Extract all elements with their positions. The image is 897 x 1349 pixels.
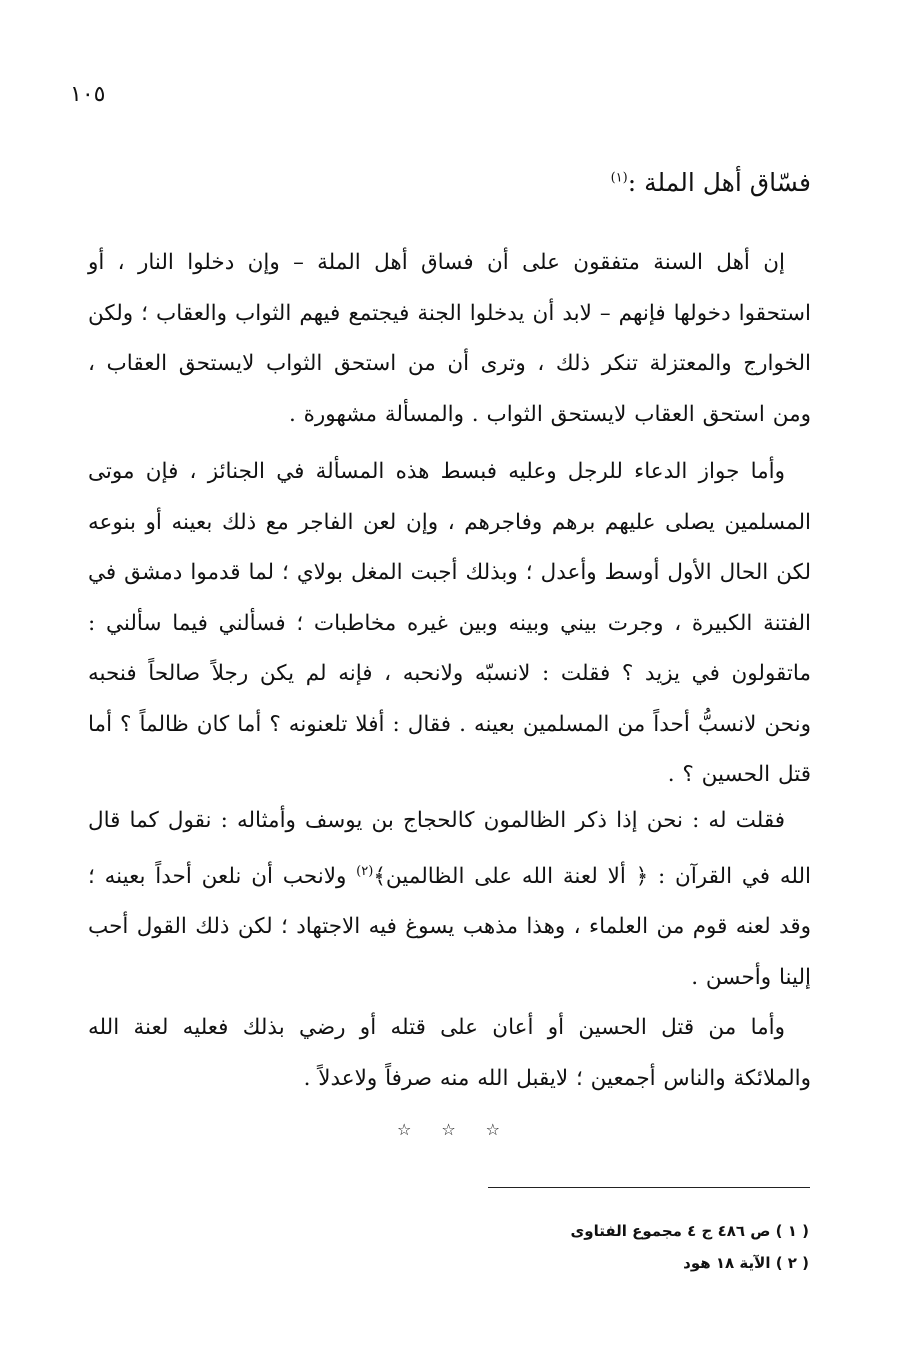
paragraph-4 (88, 1003, 811, 1104)
page-number: ١٠٥ (70, 82, 106, 107)
paragraph-3 (88, 796, 811, 1003)
footnote-divider (488, 1187, 810, 1188)
paragraph-4-text: وأما من قتل الحسين أو أعان على قتله أو رضي بذلك فعليه لعنة الله والملائكة والناس أجمعين ؛ لايقبل الله منه صرفاً ولاعدلاً . (88, 1015, 811, 1091)
paragraph-1 (88, 238, 811, 440)
paragraph-2-text: وأما جواز الدعاء للرجل وعليه فبسط هذه المسألة في الجنائز ، فإن موتى المسلمين يصلى عليهم برهم وفاجرهم ، وإن لعن الفاجر مع ذلك بعينه أو بنوعه لكن الحال الأول أوسط وأعدل ؛ وبذلك أجبت المغل بولاي ؛ لما قدموا دمشق في الفتنة الكبيرة ، وجرت بيني وبينه وبين غيره مخاطبات ؛ فسألني فيما سألني : ماتقولون في يزيد ؟ فقلت : لانسبّه ولانحبه ، فإنه لم يكن رجلاً صالحاً فنحبه ونحن لانسبُّ أحداً من المسلمين بعينه . فقال : أفلا تلعنونه ؟ أما كان ظالماً ؟ أما قتل الحسين ؟ . (88, 459, 811, 787)
paragraph-2 (88, 447, 811, 801)
star-icon: ☆ (485, 1120, 501, 1139)
section-heading (611, 168, 811, 197)
footnote-1: ( ١ ) ص ٤٨٦ ج ٤ مجموع الفتاوى (570, 1222, 809, 1240)
star-icon: ☆ (441, 1120, 456, 1139)
star-icon: ☆ (396, 1120, 412, 1139)
heading-footnote-ref: (١) (610, 170, 628, 186)
footnote-2: ( ٢ ) الآية ١٨ هود (683, 1254, 809, 1272)
paragraph-3-text-after: ولانحب أن نلعن أحداً بعينه ؛ وقد لعنه قوم من العلماء ، وهذا مذهب يسوغ فيه الاجتهاد ؛ لكن ذلك القول أحب إلينا وأحسن . (88, 863, 811, 990)
section-separator (0, 1120, 897, 1139)
heading-text: فسّاق أهل الملة : (627, 168, 811, 197)
paragraph-3-footnote-ref: (٢) (356, 863, 374, 879)
footnotes (571, 1215, 809, 1279)
paragraph-3-text-before: فقلت له : نحن إذا ذكر الظالمون كالحجاج بن يوسف وأمثاله : نقول كما قال الله في القرآن : ﴿ ألا لعنة الله على الظالمين﴾ (88, 808, 811, 889)
paragraph-3-text (88, 796, 811, 1003)
paragraph-1-text: إن أهل السنة متفقون على أن فساق أهل الملة – وإن دخلوا النار ، أو استحقوا دخولها فإنهم – لابد أن يدخلوا الجنة فيجتمع فيهم الثواب والعقاب ؛ ولكن الخوارج والمعتزلة تنكر ذلك ، وترى أن من استحق الثواب لايستحق العقاب ، ومن استحق العقاب لايستحق الثواب . والمسألة مشهورة . (88, 250, 811, 427)
